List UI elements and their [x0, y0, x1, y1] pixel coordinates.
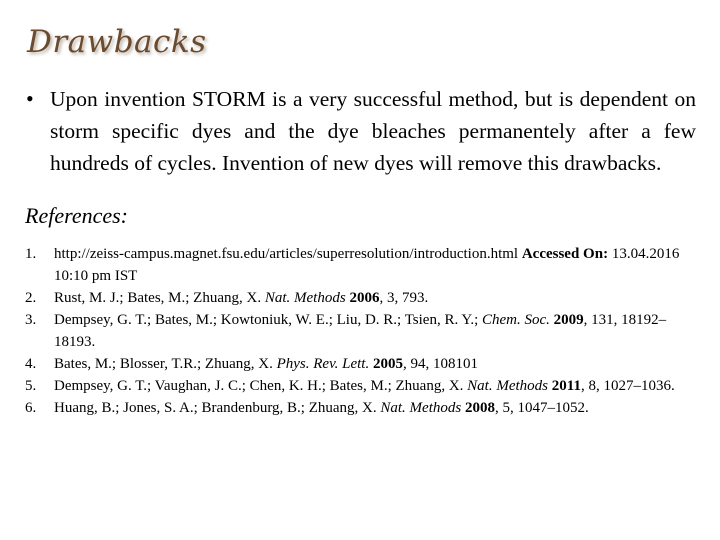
- reference-url[interactable]: http://zeiss-campus.magnet.fsu.edu/articles/superresolution/introduction.html: [54, 246, 519, 262]
- reference-number: 2.: [25, 290, 37, 306]
- reference-details: , 3, 793.: [379, 290, 429, 306]
- references-list: [25, 243, 695, 419]
- references-heading: References:: [25, 203, 129, 228]
- reference-number: 3.: [25, 312, 37, 328]
- bullet-text: Upon invention STORM is a very successful method, but is dependent on storm specific dyes and the dye bleaches permanentely after a few hundreds of cycles. Invention of new dyes will remove this drawbacks.: [50, 87, 696, 175]
- slide-title: Drawbacks: [27, 24, 207, 60]
- reference-journal: Phys. Rev. Lett.: [276, 356, 370, 372]
- bullet-marker: •: [26, 86, 34, 111]
- reference-year: 2009: [553, 312, 584, 328]
- reference-item: [25, 375, 695, 397]
- reference-journal: Nat. Methods: [467, 378, 549, 394]
- reference-item: [25, 243, 695, 287]
- reference-item: [25, 353, 695, 375]
- reference-number: 4.: [25, 356, 37, 372]
- reference-accessed-label: Accessed On:: [521, 246, 609, 262]
- reference-item: [25, 309, 695, 353]
- reference-accessed-value: 13.04.2016 10:10 pm IST: [54, 246, 680, 284]
- reference-number: 1.: [25, 246, 37, 262]
- reference-journal: Nat. Methods: [380, 400, 462, 416]
- reference-year: 2008: [464, 400, 495, 416]
- reference-item: [25, 287, 695, 309]
- reference-year: 2011: [551, 378, 581, 394]
- reference-authors: Huang, B.; Jones, S. A.; Brandenburg, B.; Zhuang, X.: [54, 400, 377, 416]
- reference-number: 6.: [25, 400, 37, 416]
- reference-authors: Dempsey, G. T.; Bates, M.; Kowtoniuk, W. E.; Liu, D. R.; Tsien, R. Y.;: [54, 312, 479, 328]
- reference-number: 5.: [25, 378, 37, 394]
- reference-journal: Chem. Soc.: [481, 312, 550, 328]
- reference-details: , 94, 108101: [402, 356, 478, 372]
- reference-details: , 8, 1027–1036.: [580, 378, 675, 394]
- reference-authors: Dempsey, G. T.; Vaughan, J. C.; Chen, K. H.; Bates, M.; Zhuang, X.: [54, 378, 464, 394]
- reference-authors: Bates, M.; Blosser, T.R.; Zhuang, X.: [54, 356, 273, 372]
- reference-year: 2005: [372, 356, 403, 372]
- reference-item: [25, 397, 695, 419]
- reference-details: , 5, 1047–1052.: [494, 400, 589, 416]
- reference-details: , 131, 18192–18193.: [54, 312, 667, 350]
- reference-year: 2006: [349, 290, 380, 306]
- reference-journal: Nat. Methods: [264, 290, 346, 306]
- reference-authors: Rust, M. J.; Bates, M.; Zhuang, X.: [54, 290, 262, 306]
